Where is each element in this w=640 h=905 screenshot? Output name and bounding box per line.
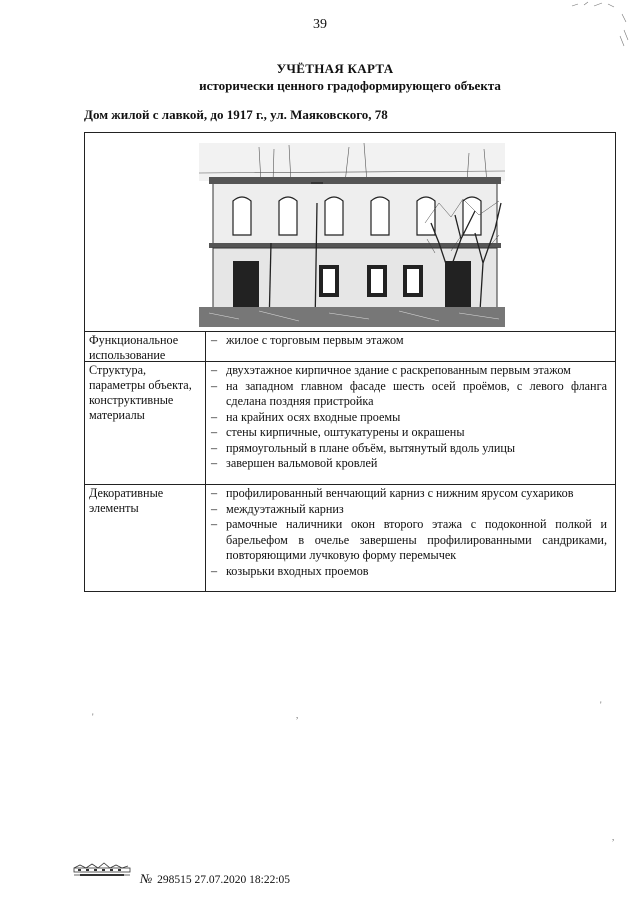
number-sign: № <box>140 871 153 886</box>
section-row-function <box>85 331 615 362</box>
list-item: – профилированный венчающий карниз с нижним ярусом сухариков <box>209 486 607 502</box>
scan-speck: , <box>612 832 615 842</box>
list-item: – на западном главном фасаде шесть осей проёмов, с левого фланга сделана поздняя пристройка <box>209 379 607 410</box>
card-title-sub: исторически ценного градоформирующего объекта <box>199 78 501 93</box>
document-stamp <box>140 871 290 887</box>
list-item: – прямоугольный в плане объём, вытянутый вдоль улицы <box>209 441 607 457</box>
list-item: – междуэтажный карниз <box>209 502 607 518</box>
column-divider <box>205 331 206 361</box>
list-item: – жилое с торговым первым этажом <box>209 333 607 349</box>
column-divider <box>205 361 206 484</box>
card-title <box>0 60 640 94</box>
section-items <box>209 486 607 579</box>
photo-cell <box>85 133 615 332</box>
section-label: Функциональное использование <box>89 333 179 362</box>
corner-scan-marks <box>552 0 632 50</box>
scan-speck: ' <box>92 712 94 722</box>
section-items <box>209 333 607 349</box>
list-item: – двухэтажное кирпичное здание с раскрепованным первым этажом <box>209 363 607 379</box>
scan-speck: ' <box>600 700 602 710</box>
document-stamp-text: 298515 27.07.2020 18:22:05 <box>157 874 291 886</box>
column-divider <box>205 484 206 592</box>
card-title-main: УЧЁТНАЯ КАРТА <box>276 61 394 76</box>
list-item: – стены кирпичные, оштукатурены и окрашены <box>209 425 607 441</box>
object-name: Дом жилой с лавкой, до 1917 г., ул. Маяковского, 78 <box>84 107 388 122</box>
stamp-logo <box>70 856 134 878</box>
scan-speck: , <box>296 710 299 720</box>
building-photo <box>199 143 505 327</box>
section-items <box>209 363 607 472</box>
section-row-structure <box>85 361 615 485</box>
page-number: 39 <box>313 17 327 32</box>
list-item: – рамочные наличники окон второго этажа с подоконной полкой и барельефом в очелье завершены профилированными сандриками, повторяющими лучковую форму перемычек <box>209 517 607 564</box>
list-item: – козырьки входных проемов <box>209 564 607 580</box>
list-item: – завершен вальмовой кровлей <box>209 456 607 472</box>
section-label: Декоративные элементы <box>89 486 164 515</box>
list-item: – на крайних осях входные проемы <box>209 410 607 426</box>
record-card-table <box>84 132 616 592</box>
section-row-decor <box>85 484 615 592</box>
section-label: Структура, параметры объекта, конструктивные материалы <box>89 363 192 422</box>
